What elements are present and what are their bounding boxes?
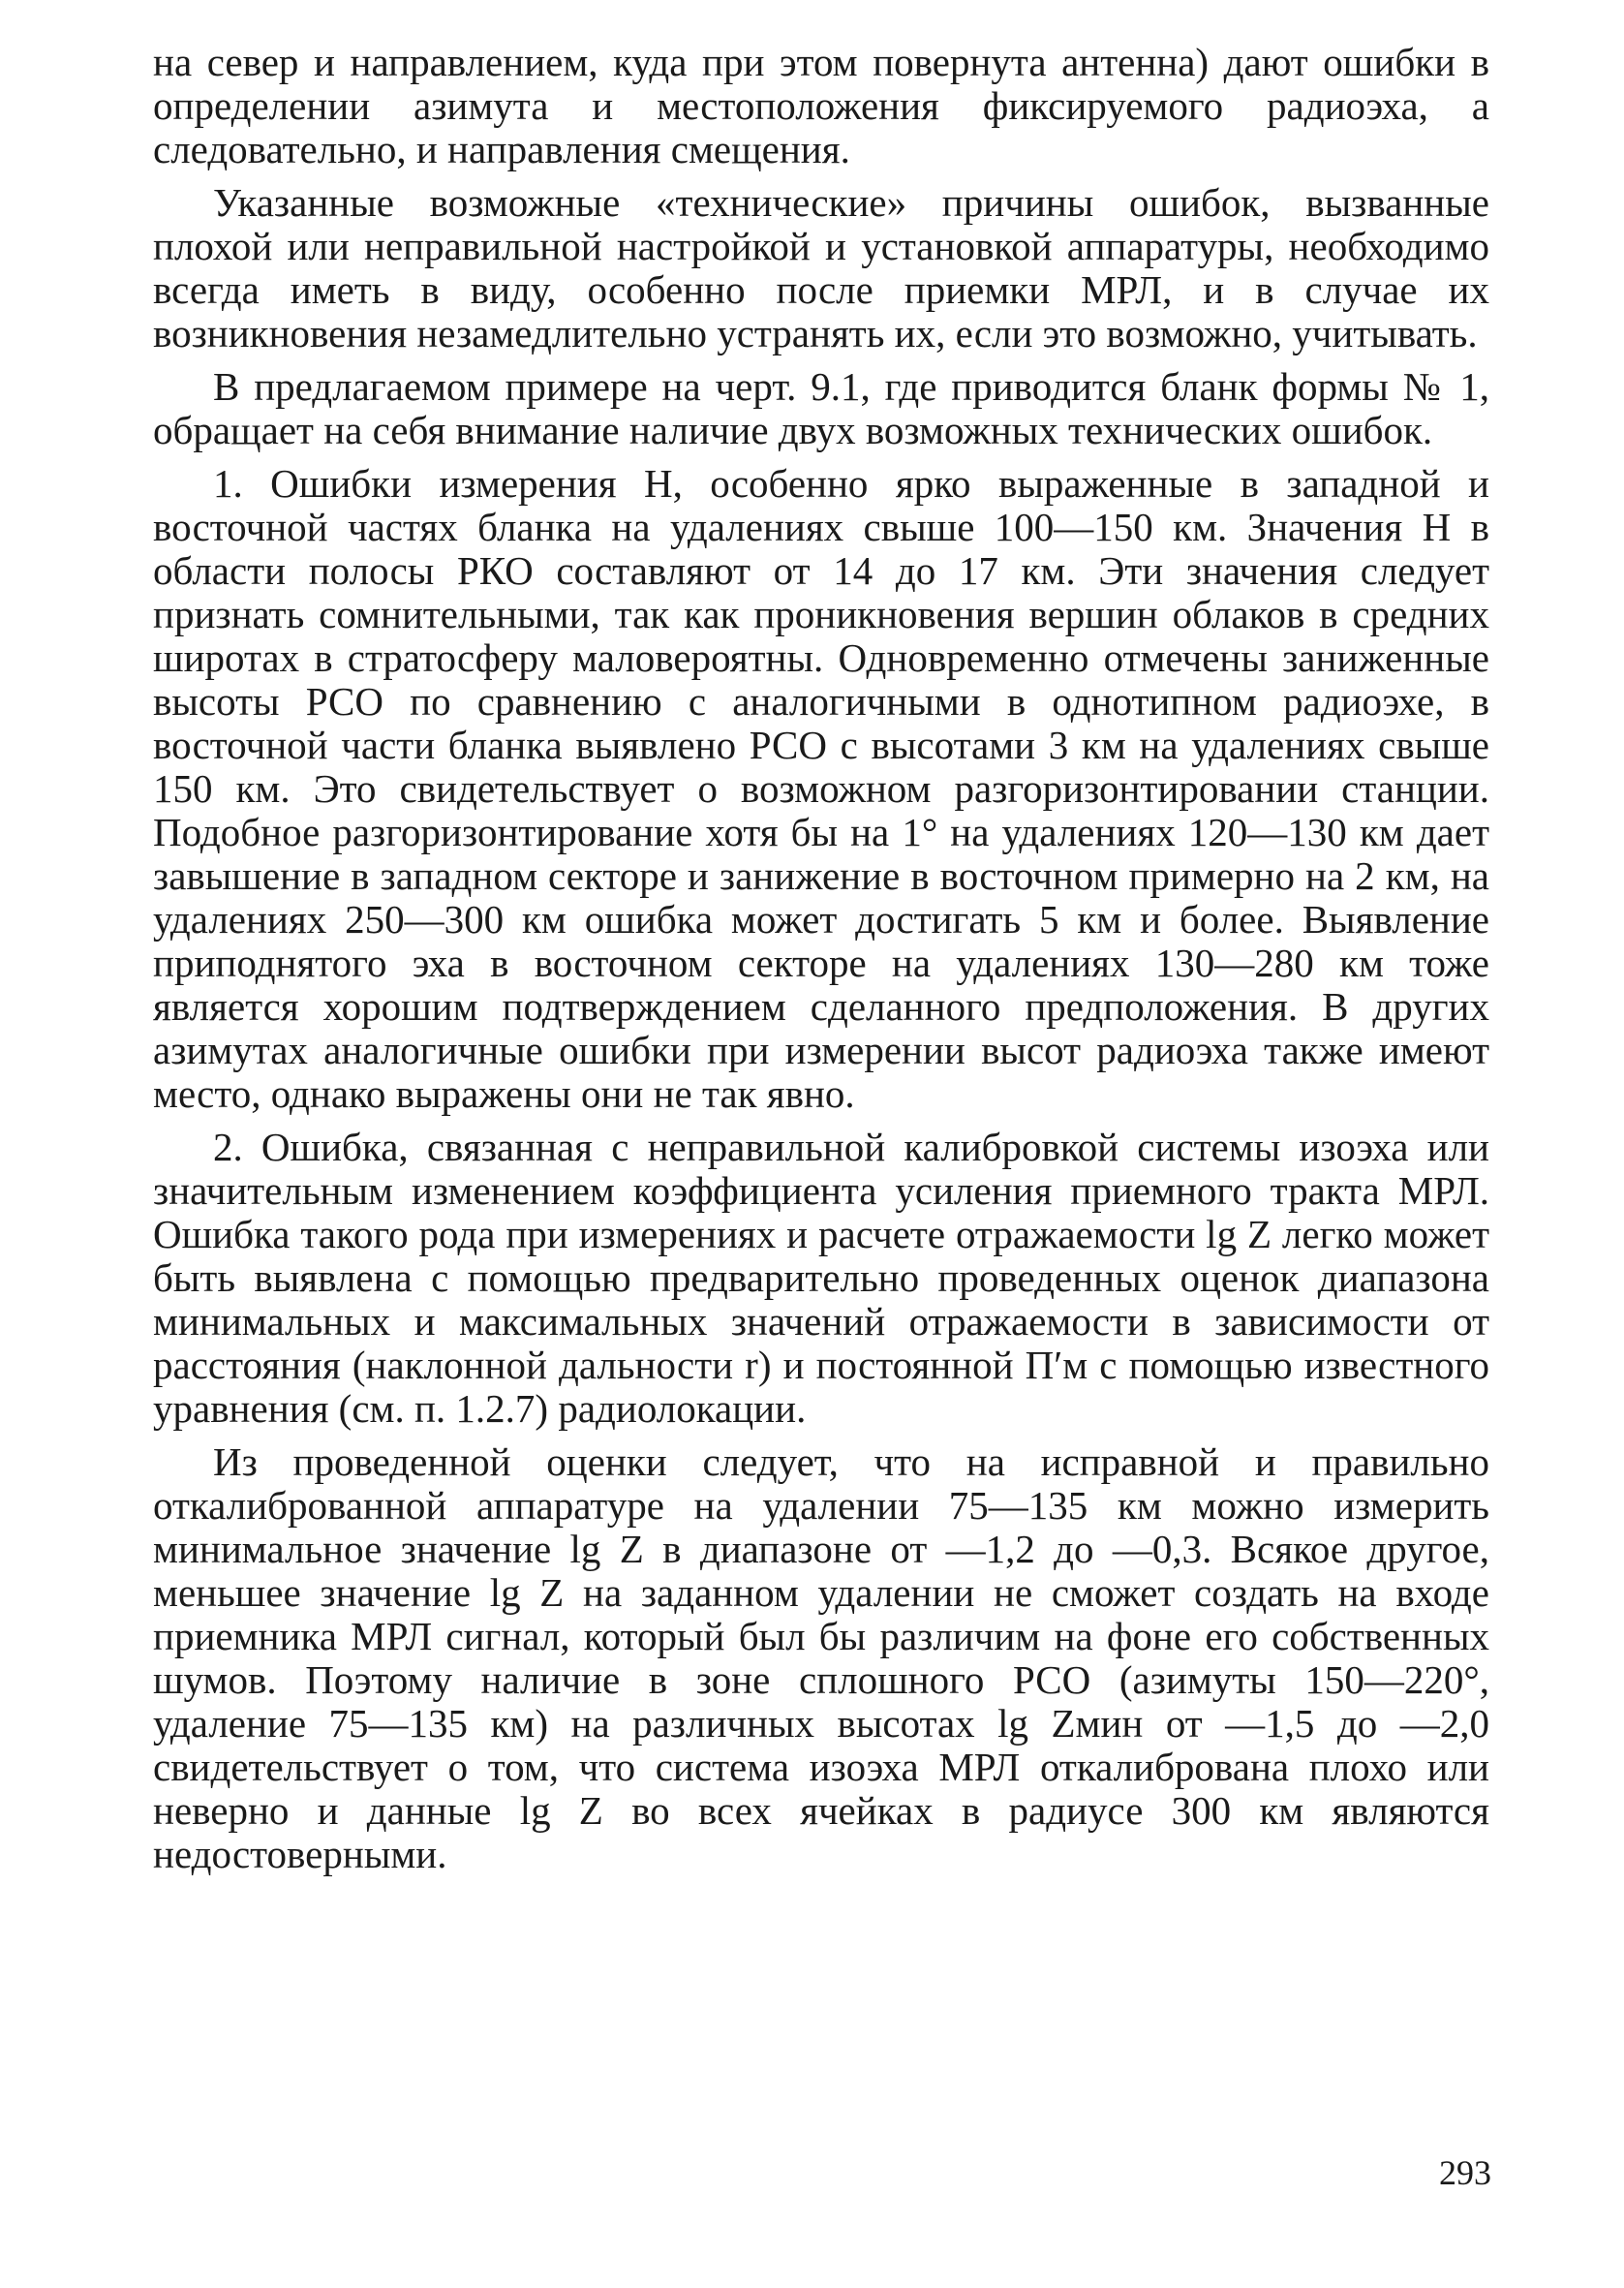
paragraph-example: В предлагаемом примере на черт. 9.1, где приводится бланк формы № 1, обращает на себя внимание наличие двух возможных технических ошибок. (153, 364, 1489, 452)
paragraph-error-1: 1. Ошибки измерения H, особенно ярко выраженные в западной и восточной частях бланка на удалениях свыше 100—150 км. Значения H в области полосы РКО составляют от 14 до 17 км. Эти значения следует признать сомнительными, так как проникновения вершин облаков в средних широтах в стратосферу маловероятны. Одновременно отмечены заниженные высоты РСО по сравнению с аналогичными в однотипном радиоэхе, в восточной части бланка выявлено РСО с высотами 3 км на удалениях свыше 150 км. Это свидетельствует о возможном разгоризонтировании станции. Подобное разгоризонтирование хотя бы на 1° на удалениях 120—130 км дает завышение в западном секторе и занижение в восточном примерно на 2 км, на удалениях 250—300 км ошибка может достигать 5 км и более. Выявление приподнятого эха в восточном секторе на удалениях 130—280 км тоже является хорошим подтверждением сделанного предположения. В других азимутах аналогичные ошибки при измерении высот радиоэха также имеют место, однако выражены они не так явно. (153, 461, 1489, 1116)
paragraph-conclusion: Из проведенной оценки следует, что на исправной и правильно откалиброванной аппаратуре на удалении 75—135 км можно измерить минимальное значение lg Z в диапазоне от —1,2 до —0,3. Всякое другое, меньшее значение lg Z на заданном удалении не сможет создать на входе приемника МРЛ сигнал, который был бы различим на фоне его собственных шумов. Поэтому наличие в зоне сплошного РСО (азимуты 150—220°, удаление 75—135 км) на различных высотах lg Zмин от —1,5 до —2,0 свидетельствует о том, что система изоэха МРЛ откалибрована плохо или неверно и данные lg Z во всех ячейках в радиусе 300 км являются недостоверными. (153, 1439, 1489, 1876)
paragraph-continued: на север и направлением, куда при этом повернута антенна) дают ошибки в определении азимута и местоположения фиксируемого радиоэха, а следовательно, и направления смещения. (153, 40, 1489, 171)
paragraph-error-2: 2. Ошибка, связанная с неправильной калибровкой системы изоэха или значительным изменением коэффициента усиления приемного тракта МРЛ. Ошибка такого рода при измерениях и расчете отражаемости lg Z легко может быть выявлена с помощью предварительно проведенных оценок диапазона минимальных и максимальных значений отражаемости в зависимости от расстояния (наклонной дальности r) и постоянной П′м с помощью известного уравнения (см. п. 1.2.7) радиолокации. (153, 1125, 1489, 1431)
page-number: 293 (1439, 2153, 1491, 2192)
body-text (153, 41, 1489, 1886)
paragraph-technical-causes: Указанные возможные «технические» причины ошибок, вызванные плохой или неправильной настройкой и установкой аппаратуры, необходимо всегда иметь в виду, особенно после приемки МРЛ, и в случае их возникновения незамедлительно устранять их, если это возможно, учитывать. (153, 180, 1489, 356)
